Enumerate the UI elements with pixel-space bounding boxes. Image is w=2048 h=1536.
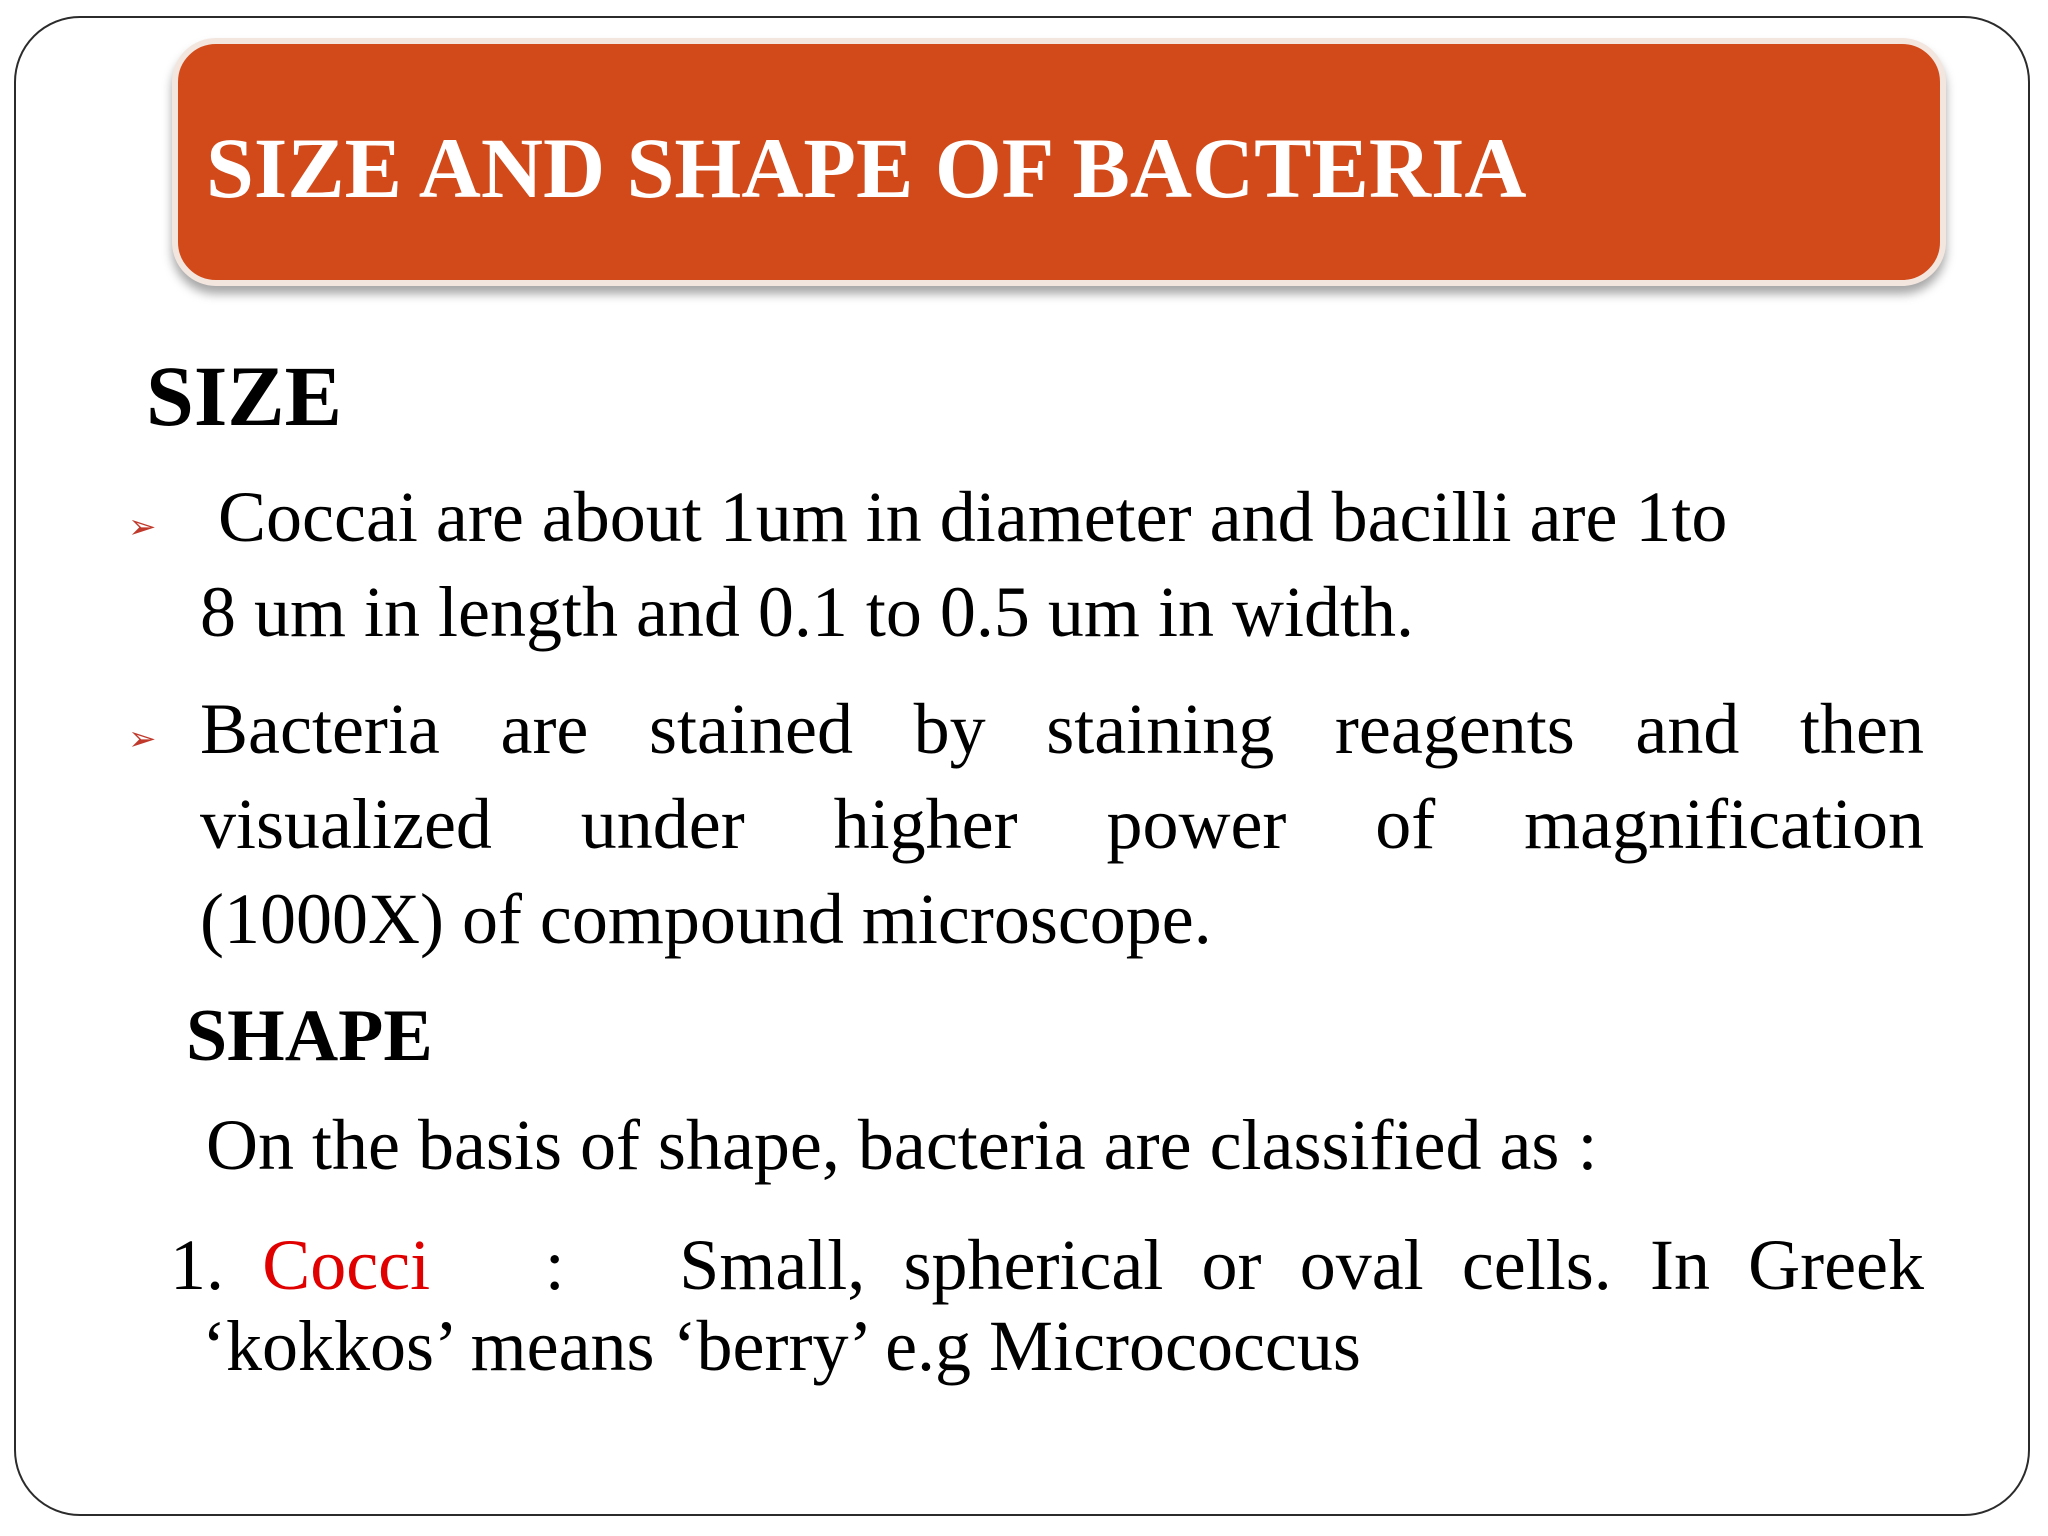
size-bullet-2 (200, 682, 1924, 967)
shape-item-number: 1. (170, 1225, 224, 1305)
size-bullet-1-line-2: 8 um in length and 0.1 to 0.5 um in width. (200, 572, 1414, 652)
shape-item-1 (170, 1218, 1924, 1394)
size-bullet-2-line-3: (1000X) of compound microscope. (200, 879, 1212, 959)
shape-heading: SHAPE (186, 995, 433, 1077)
shape-item-term: Cocci (262, 1225, 431, 1305)
size-bullet-2-line-1: Bacteria are stained by staining reagents and then (200, 689, 1924, 769)
shape-item-1-line-2: ‘kokkos’ means ‘berry’ e.g Micrococcus (202, 1306, 1361, 1386)
size-bullet-1-line-1: Coccai are about 1um in diameter and bacilli are 1to (218, 477, 1728, 557)
size-bullet-2-line-2: visualized under higher power of magnification (200, 784, 1924, 864)
arrow-bullet-icon: ➢ (128, 507, 157, 547)
shape-item-description: Small, spherical or oval cells. In Greek (679, 1225, 1925, 1305)
shape-intro: On the basis of shape, bacteria are classified as : (206, 1105, 1598, 1185)
shape-item-separator: : (544, 1225, 565, 1305)
size-heading: SIZE (146, 348, 343, 444)
slide-title: SIZE AND SHAPE OF BACTERIA (206, 120, 1527, 216)
arrow-bullet-icon: ➢ (128, 719, 157, 759)
size-bullet-1 (200, 470, 1940, 660)
